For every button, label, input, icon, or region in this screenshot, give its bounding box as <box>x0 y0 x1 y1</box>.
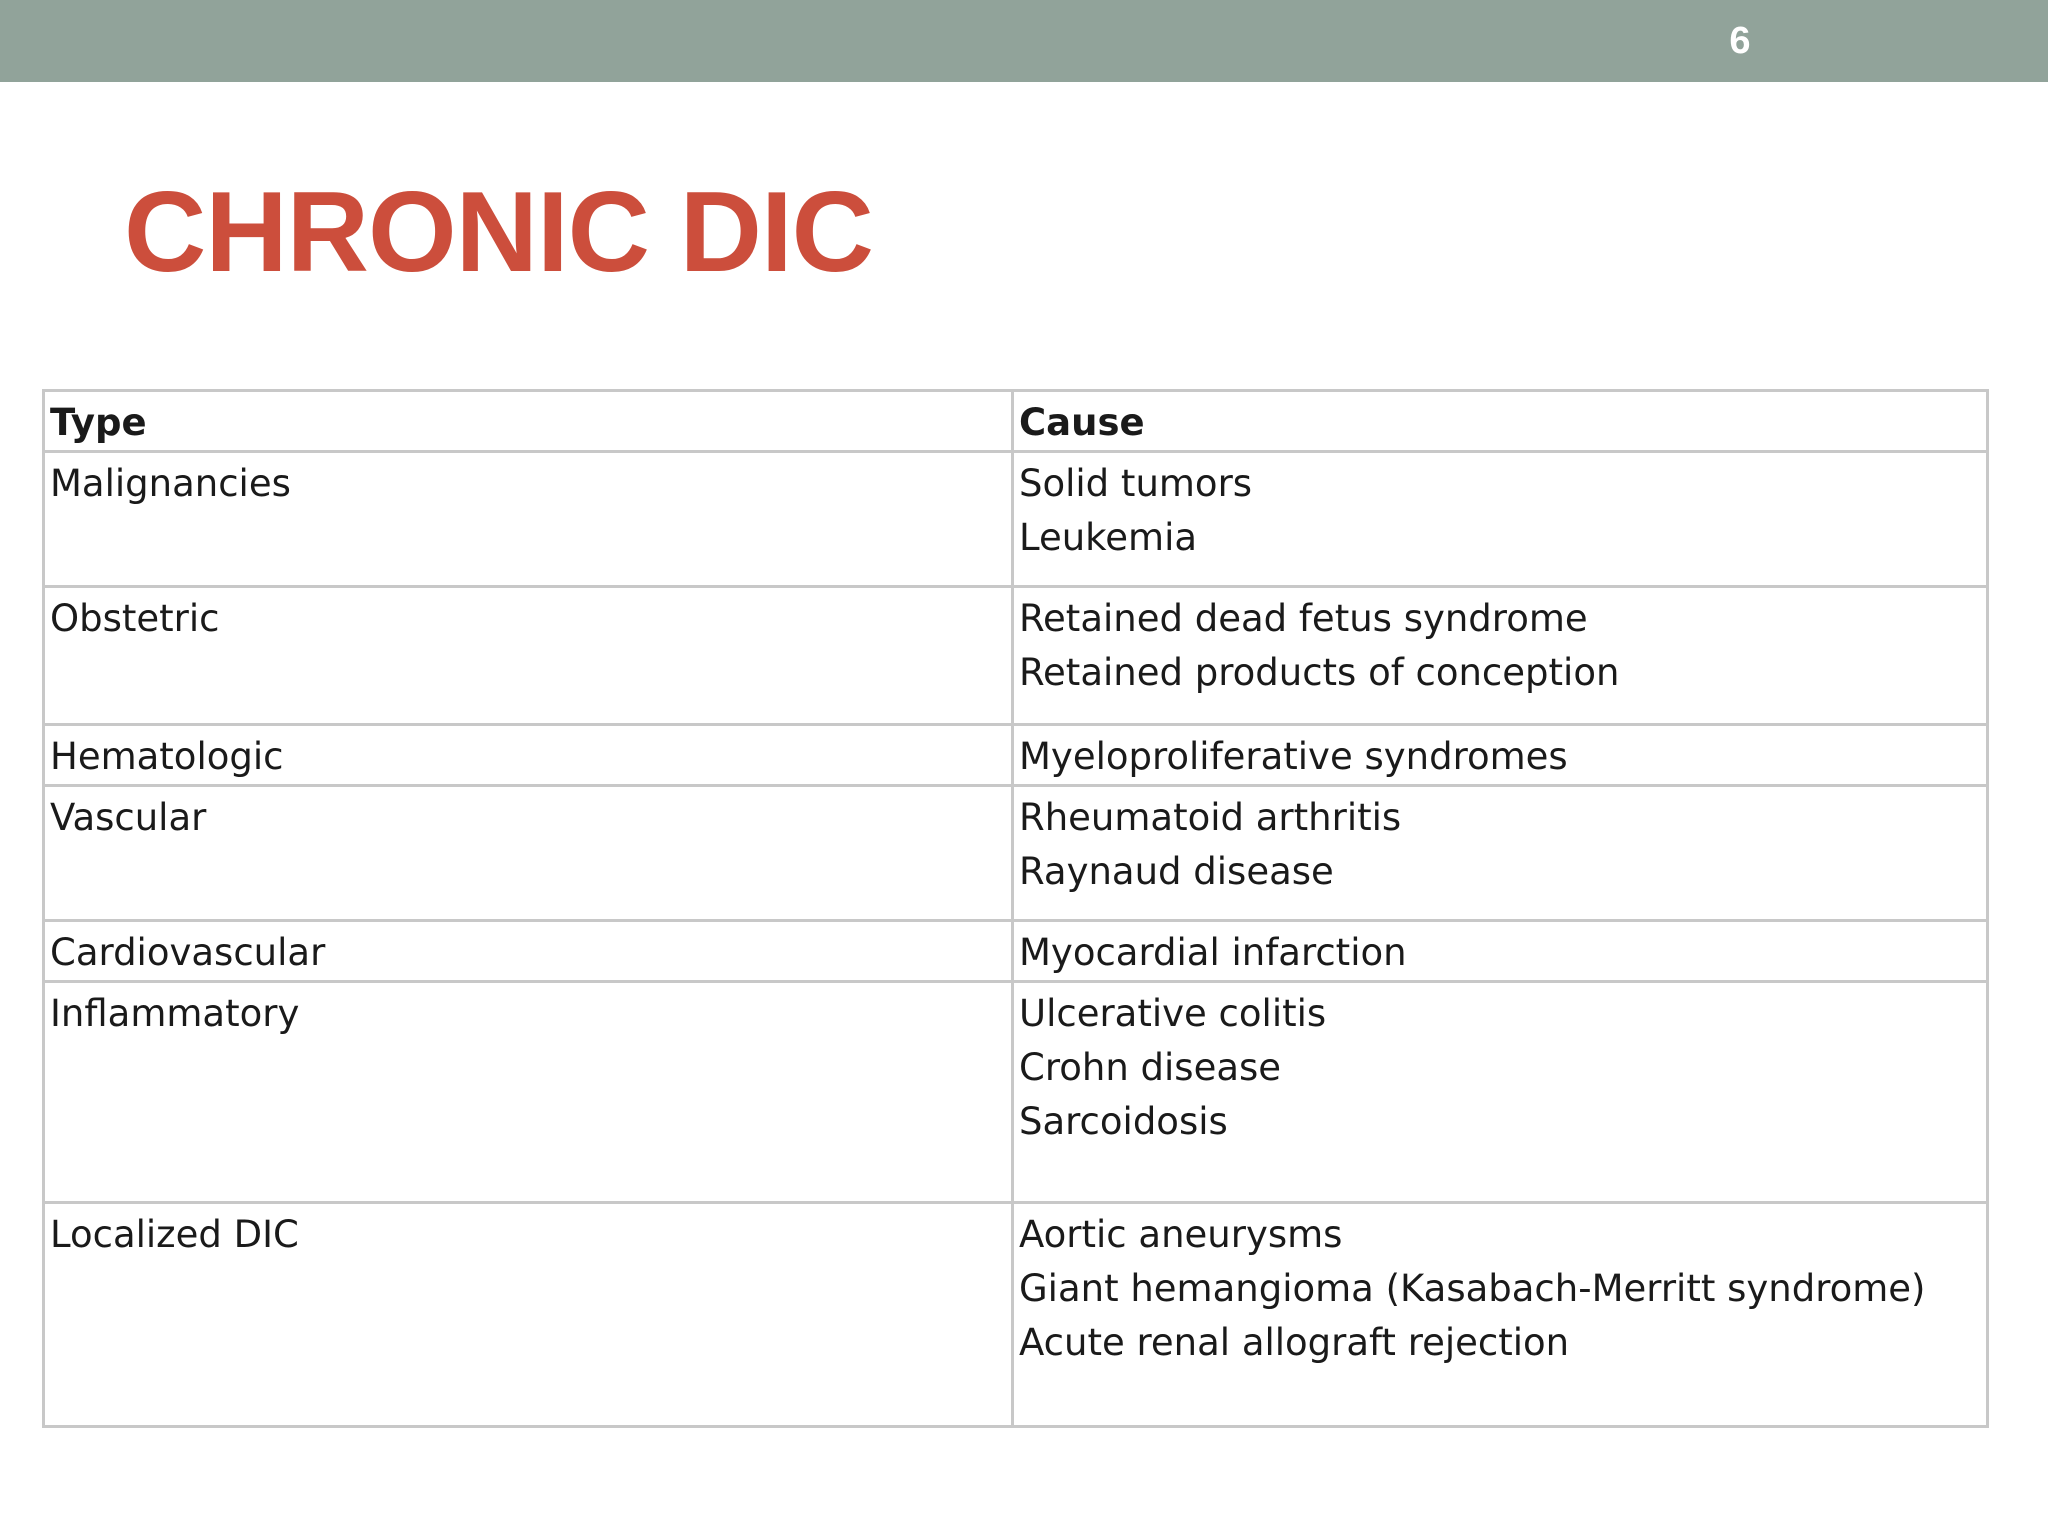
type-cell: Localized DIC <box>44 1203 1013 1427</box>
cause-cell <box>1013 587 1988 725</box>
table-header-row <box>44 391 1988 452</box>
slide-title: CHRONIC DIC <box>124 169 873 296</box>
type-cell: Cardiovascular <box>44 921 1013 982</box>
table-row <box>44 786 1988 921</box>
table-row <box>44 921 1988 982</box>
type-cell: Inflammatory <box>44 982 1013 1203</box>
type-cell: Obstetric <box>44 587 1013 725</box>
type-column-header: Type <box>44 391 1013 452</box>
table-row <box>44 452 1988 587</box>
cause-item: Solid tumors <box>1019 462 1253 505</box>
cause-item: Acute renal allograft rejection <box>1019 1321 1570 1364</box>
cause-item: Crohn disease <box>1019 1046 1282 1089</box>
chronic-dic-table <box>42 389 1989 1428</box>
table-row <box>44 587 1988 725</box>
table-row <box>44 982 1988 1203</box>
cause-item: Rheumatoid arthritis <box>1019 796 1402 839</box>
cause-cell <box>1013 786 1988 921</box>
cause-cell <box>1013 1203 1988 1427</box>
type-cell: Vascular <box>44 786 1013 921</box>
cause-item: Retained products of conception <box>1019 651 1620 694</box>
cause-item: Retained dead fetus syndrome <box>1019 597 1588 640</box>
cause-item: Sarcoidosis <box>1019 1100 1228 1143</box>
cause-item: Leukemia <box>1019 516 1198 559</box>
cause-column-header: Cause <box>1013 391 1988 452</box>
cause-item: Ulcerative colitis <box>1019 992 1327 1035</box>
cause-item: Myocardial infarction <box>1019 931 1407 974</box>
cause-cell <box>1013 725 1988 786</box>
type-cell: Malignancies <box>44 452 1013 587</box>
table-row <box>44 725 1988 786</box>
cause-item: Aortic aneurysms <box>1019 1213 1343 1256</box>
cause-item: Raynaud disease <box>1019 850 1334 893</box>
type-cell: Hematologic <box>44 725 1013 786</box>
slide-number: 6 <box>1729 20 1751 62</box>
top-bar <box>0 0 2048 82</box>
cause-item: Giant hemangioma (Kasabach-Merritt syndrome) <box>1019 1267 1926 1310</box>
cause-cell <box>1013 982 1988 1203</box>
cause-cell <box>1013 452 1988 587</box>
table-row <box>44 1203 1988 1427</box>
cause-cell <box>1013 921 1988 982</box>
cause-item: Myeloproliferative syndromes <box>1019 735 1568 778</box>
